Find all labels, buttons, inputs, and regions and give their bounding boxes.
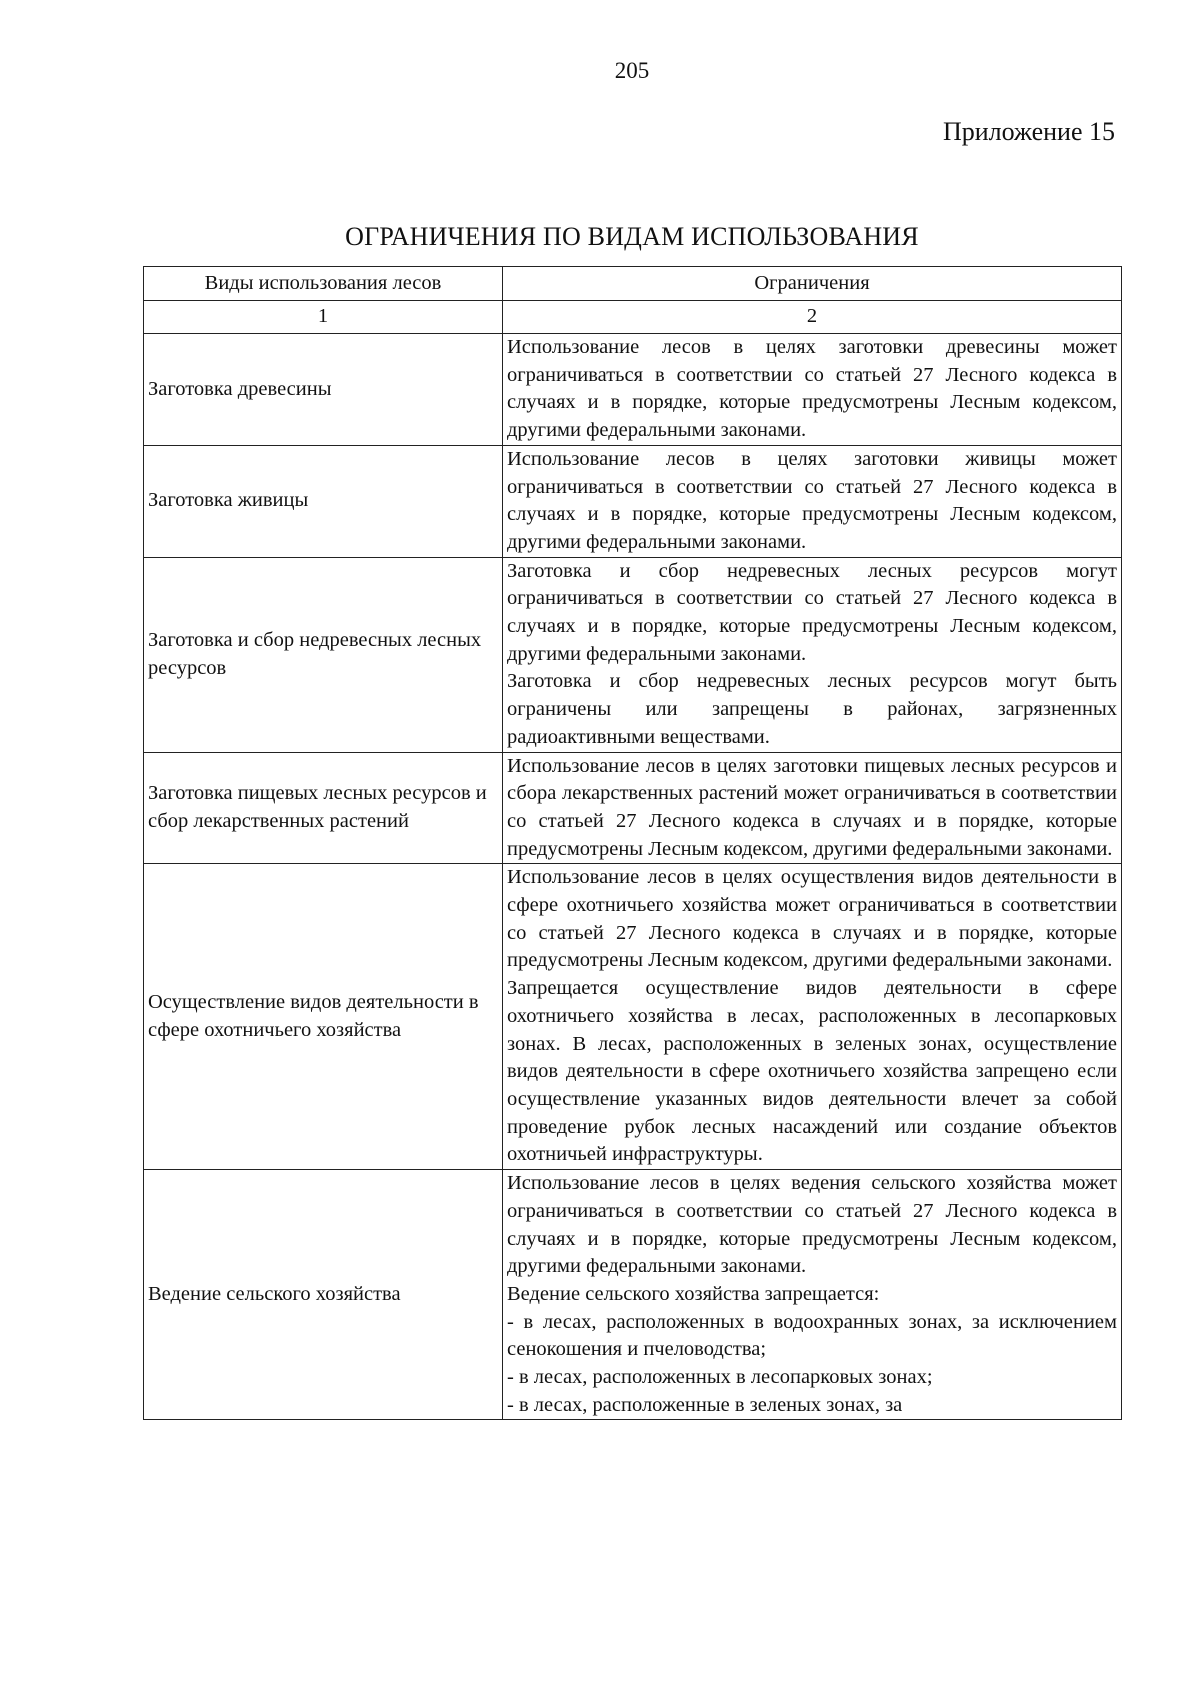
use-type-cell: Ведение сельского хозяйства <box>144 1170 503 1420</box>
restriction-paragraph: Запрещается осуществление видов деятельности в сфере охотничьего хозяйства в лесах, расположенных в лесопарковых зонах. В лесах, расположенных в зеленых зонах, осуществление видов деятельности в сфере охотничьего хозяйства запрещено если осуществление указанных видов деятельности влечет за собой проведение рубок лесных насаждений или создание объектов охотничьей инфраструктуры. <box>507 977 1117 1166</box>
restriction-cell <box>503 864 1122 1170</box>
column-number-1: 1 <box>144 301 503 334</box>
restriction-paragraph: Использование лесов в целях заготовки древесины может ограничиваться в соответствии со статьей 27 Лесного кодекса в случаях и в порядке, которые предусмотрены Лесным кодексом, другими федеральными законами. <box>507 336 1117 442</box>
table-row <box>144 334 1122 446</box>
use-type-cell: Заготовка пищевых лесных ресурсов и сбор лекарственных растений <box>144 752 503 864</box>
restriction-cell <box>503 445 1122 557</box>
restriction-cell <box>503 1170 1122 1420</box>
page-number: 205 <box>614 58 650 83</box>
table-row <box>144 445 1122 557</box>
restriction-paragraph: Заготовка и сбор недревесных лесных ресурсов могут быть ограничены или запрещены в районах, загрязненных радиоактивными веществами. <box>507 670 1117 748</box>
restriction-paragraph: Использование лесов в целях заготовки пищевых лесных ресурсов и сбора лекарственных растений может ограничиваться в соответствии со статьей 27 Лесного кодекса в случаях и в порядке, которые предусмотрены Лесным кодексом, другими федеральными законами. <box>507 754 1117 860</box>
header-restrictions: Ограничения <box>503 267 1122 301</box>
appendix-label: Приложение 15 <box>942 117 1115 146</box>
restriction-cell <box>503 752 1122 864</box>
column-number-2: 2 <box>503 301 1122 334</box>
document-title: ОГРАНИЧЕНИЯ ПО ВИДАМ ИСПОЛЬЗОВАНИЯ <box>345 222 919 251</box>
restriction-paragraph: Использование лесов в целях ведения сельского хозяйства может ограничиваться в соответствии со статьей 27 Лесного кодекса в случаях и в порядке, которые предусмотрены Лесным кодексом, другими федеральными законами. <box>507 1172 1117 1278</box>
restriction-paragraph: Использование лесов в целях заготовки живицы может ограничиваться в соответствии со статьей 27 Лесного кодекса в случаях и в порядке, которые предусмотрены Лесным кодексом, другими федеральными законами. <box>507 447 1117 553</box>
use-type-cell: Заготовка и сбор недревесных лесных ресурсов <box>144 557 503 752</box>
restriction-paragraph: Ведение сельского хозяйства запрещается: <box>507 1282 880 1305</box>
restrictions-table <box>143 266 1122 1420</box>
restriction-paragraph: - в лесах, расположенные в зеленых зонах, за <box>507 1393 903 1416</box>
restriction-paragraph: - в лесах, расположенных в лесопарковых зонах; <box>507 1366 933 1389</box>
header-use-type: Виды использования лесов <box>144 267 503 301</box>
use-type-cell: Осуществление видов деятельности в сфере охотничьего хозяйства <box>144 864 503 1170</box>
table-row <box>144 1170 1122 1420</box>
restriction-paragraph: - в лесах, расположенных в водоохранных зонах, за исключением сенокошения и пчеловодства; <box>507 1310 1117 1361</box>
restriction-paragraph: Заготовка и сбор недревесных лесных ресурсов могут ограничиваться в соответствии со статьей 27 Лесного кодекса в случаях и в порядке, которые предусмотрены Лесным кодексом, другими федеральными законами. <box>507 559 1117 665</box>
use-type-cell: Заготовка живицы <box>144 445 503 557</box>
use-type-cell: Заготовка древесины <box>144 334 503 446</box>
restriction-cell <box>503 557 1122 752</box>
table-row <box>144 752 1122 864</box>
table-row <box>144 557 1122 752</box>
table-header-row <box>144 267 1122 301</box>
column-number-row <box>144 301 1122 334</box>
restriction-paragraph: Использование лесов в целях осуществления видов деятельности в сфере охотничьего хозяйства может ограничиваться в соответствии со статьей 27 Лесного кодекса в случаях и в порядке, которые предусмотрены Лесным кодексом, другими федеральными законами. <box>507 866 1117 972</box>
table-row <box>144 864 1122 1170</box>
restriction-cell <box>503 334 1122 446</box>
